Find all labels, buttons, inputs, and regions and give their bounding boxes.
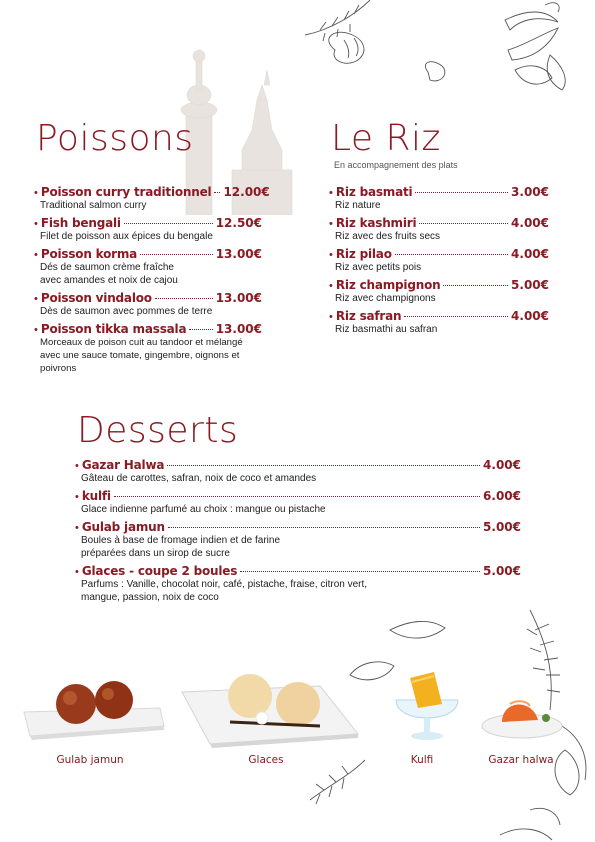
photo-caption: Glaces <box>248 754 284 766</box>
menu-item: • Gulab jamun 5.00€ Boules à base de fromage indien et de farine préparées dans un sirop de sucre <box>75 520 521 559</box>
item-name: Riz pilao <box>335 247 392 261</box>
item-name: Poisson vindaloo <box>40 291 152 305</box>
item-price: 5.00€ <box>483 564 521 578</box>
photo-caption: Gazar halwa <box>488 754 554 766</box>
item-price: 4.00€ <box>483 458 521 472</box>
poissons-menu <box>34 185 270 379</box>
item-name: Gazar Halwa <box>81 458 165 472</box>
riz-menu <box>329 185 549 340</box>
item-name: Poisson korma <box>40 247 138 261</box>
item-price: 13.00€ <box>215 322 262 336</box>
item-name: kulfi <box>81 489 111 503</box>
gazar-halwa-photo <box>480 690 565 745</box>
desserts-title: Desserts <box>77 410 239 451</box>
poissons-title: Poissons <box>36 118 194 159</box>
menu-item: • Riz safran 4.00€ Riz basmathi au safran <box>329 309 549 335</box>
menu-item: • Gazar Halwa 4.00€ Gâteau de carottes, safran, noix de coco et amandes <box>75 458 521 484</box>
item-description: Riz avec champignons <box>335 293 436 304</box>
item-price: 3.00€ <box>511 185 549 199</box>
menu-item: • Riz kashmiri 4.00€ Riz avec des fruits secs <box>329 216 549 242</box>
item-description: Riz avec des fruits secs <box>335 231 441 242</box>
menu-item: • Riz basmati 3.00€ Riz nature <box>329 185 549 211</box>
item-description: Traditional salmon curry <box>40 200 147 211</box>
item-price: 4.00€ <box>511 247 549 261</box>
item-description: Riz basmathi au safran <box>335 324 438 335</box>
item-price: 5.00€ <box>511 278 549 292</box>
photo-caption: Kulfi <box>410 754 434 766</box>
item-description: Parfums : Vanille, chocolat noir, café, pistache, fraise, citron vert, mangue, passion, noix de coco <box>81 579 368 603</box>
item-description: Riz nature <box>335 200 381 211</box>
menu-item: • Poisson curry traditionnel 12.00€ Traditional salmon curry <box>34 185 270 211</box>
gulab-jamun-photo <box>20 670 165 750</box>
menu-item: • kulfi 6.00€ Glace indienne parfumé au choix : mangue ou pistache <box>75 489 521 515</box>
glaces-photo <box>180 664 360 754</box>
item-name: Riz champignon <box>335 278 441 292</box>
menu-item: • Poisson vindaloo 13.00€ Dès de saumon avec pommes de terre <box>34 291 262 317</box>
item-price: 12.50€ <box>215 216 262 230</box>
item-price: 4.00€ <box>511 309 549 323</box>
item-name: Poisson tikka massala <box>40 322 187 336</box>
item-description: Filet de poisson aux épices du bengale <box>40 231 213 242</box>
menu-item: • Riz champignon 5.00€ Riz avec champignons <box>329 278 549 304</box>
item-description: Riz avec petits pois <box>335 262 422 273</box>
item-name: Riz kashmiri <box>335 216 417 230</box>
item-description: Glace indienne parfumé au choix : mangue ou pistache <box>81 504 326 515</box>
item-name: Glaces - coupe 2 boules <box>81 564 238 578</box>
menu-item: • Riz pilao 4.00€ Riz avec petits pois <box>329 247 549 273</box>
item-description: Dès de saumon avec pommes de terre <box>40 306 213 317</box>
menu-item: • Fish bengali 12.50€ Filet de poisson aux épices du bengale <box>34 216 262 242</box>
item-price: 4.00€ <box>511 216 549 230</box>
riz-title: Le Riz <box>331 118 441 159</box>
item-description: Boules à base de fromage indien et de farine préparées dans un sirop de sucre <box>81 535 281 559</box>
item-name: Riz safran <box>335 309 402 323</box>
item-price: 5.00€ <box>483 520 521 534</box>
menu-item: • Poisson tikka massala 13.00€ Morceaux de poison cuit au tandoor et mélangé avec une sauce tomate, gingembre, oignons et poivrons <box>34 322 262 374</box>
item-name: Riz basmati <box>335 185 413 199</box>
item-name: Fish bengali <box>40 216 121 230</box>
item-price: 13.00€ <box>215 247 262 261</box>
item-name: Gulab jamun <box>81 520 165 534</box>
item-price: 12.00€ <box>223 185 270 199</box>
menu-item: • Glaces - coupe 2 boules 5.00€ Parfums : Vanille, chocolat noir, café, pistache, fraise, citron vert, mangue, passion, noix de coco <box>75 564 521 603</box>
kulfi-photo <box>390 668 465 748</box>
garlic-sketch-top <box>300 0 595 110</box>
item-name: Poisson curry traditionnel <box>40 185 212 199</box>
riz-subtitle: En accompagnement des plats <box>334 160 458 170</box>
item-description: Dés de saumon crème fraîche avec amandes et noix de cajou <box>40 262 178 286</box>
item-price: 13.00€ <box>215 291 262 305</box>
menu-item: • Poisson korma 13.00€ Dés de saumon crème fraîche avec amandes et noix de cajou <box>34 247 262 286</box>
photo-caption: Gulab jamun <box>56 754 124 766</box>
item-description: Morceaux de poison cuit au tandoor et mélangé avec une sauce tomate, gingembre, oignons et poivrons <box>40 337 243 374</box>
item-description: Gâteau de carottes, safran, noix de coco et amandes <box>81 473 317 484</box>
desserts-menu <box>75 458 521 608</box>
item-price: 6.00€ <box>483 489 521 503</box>
